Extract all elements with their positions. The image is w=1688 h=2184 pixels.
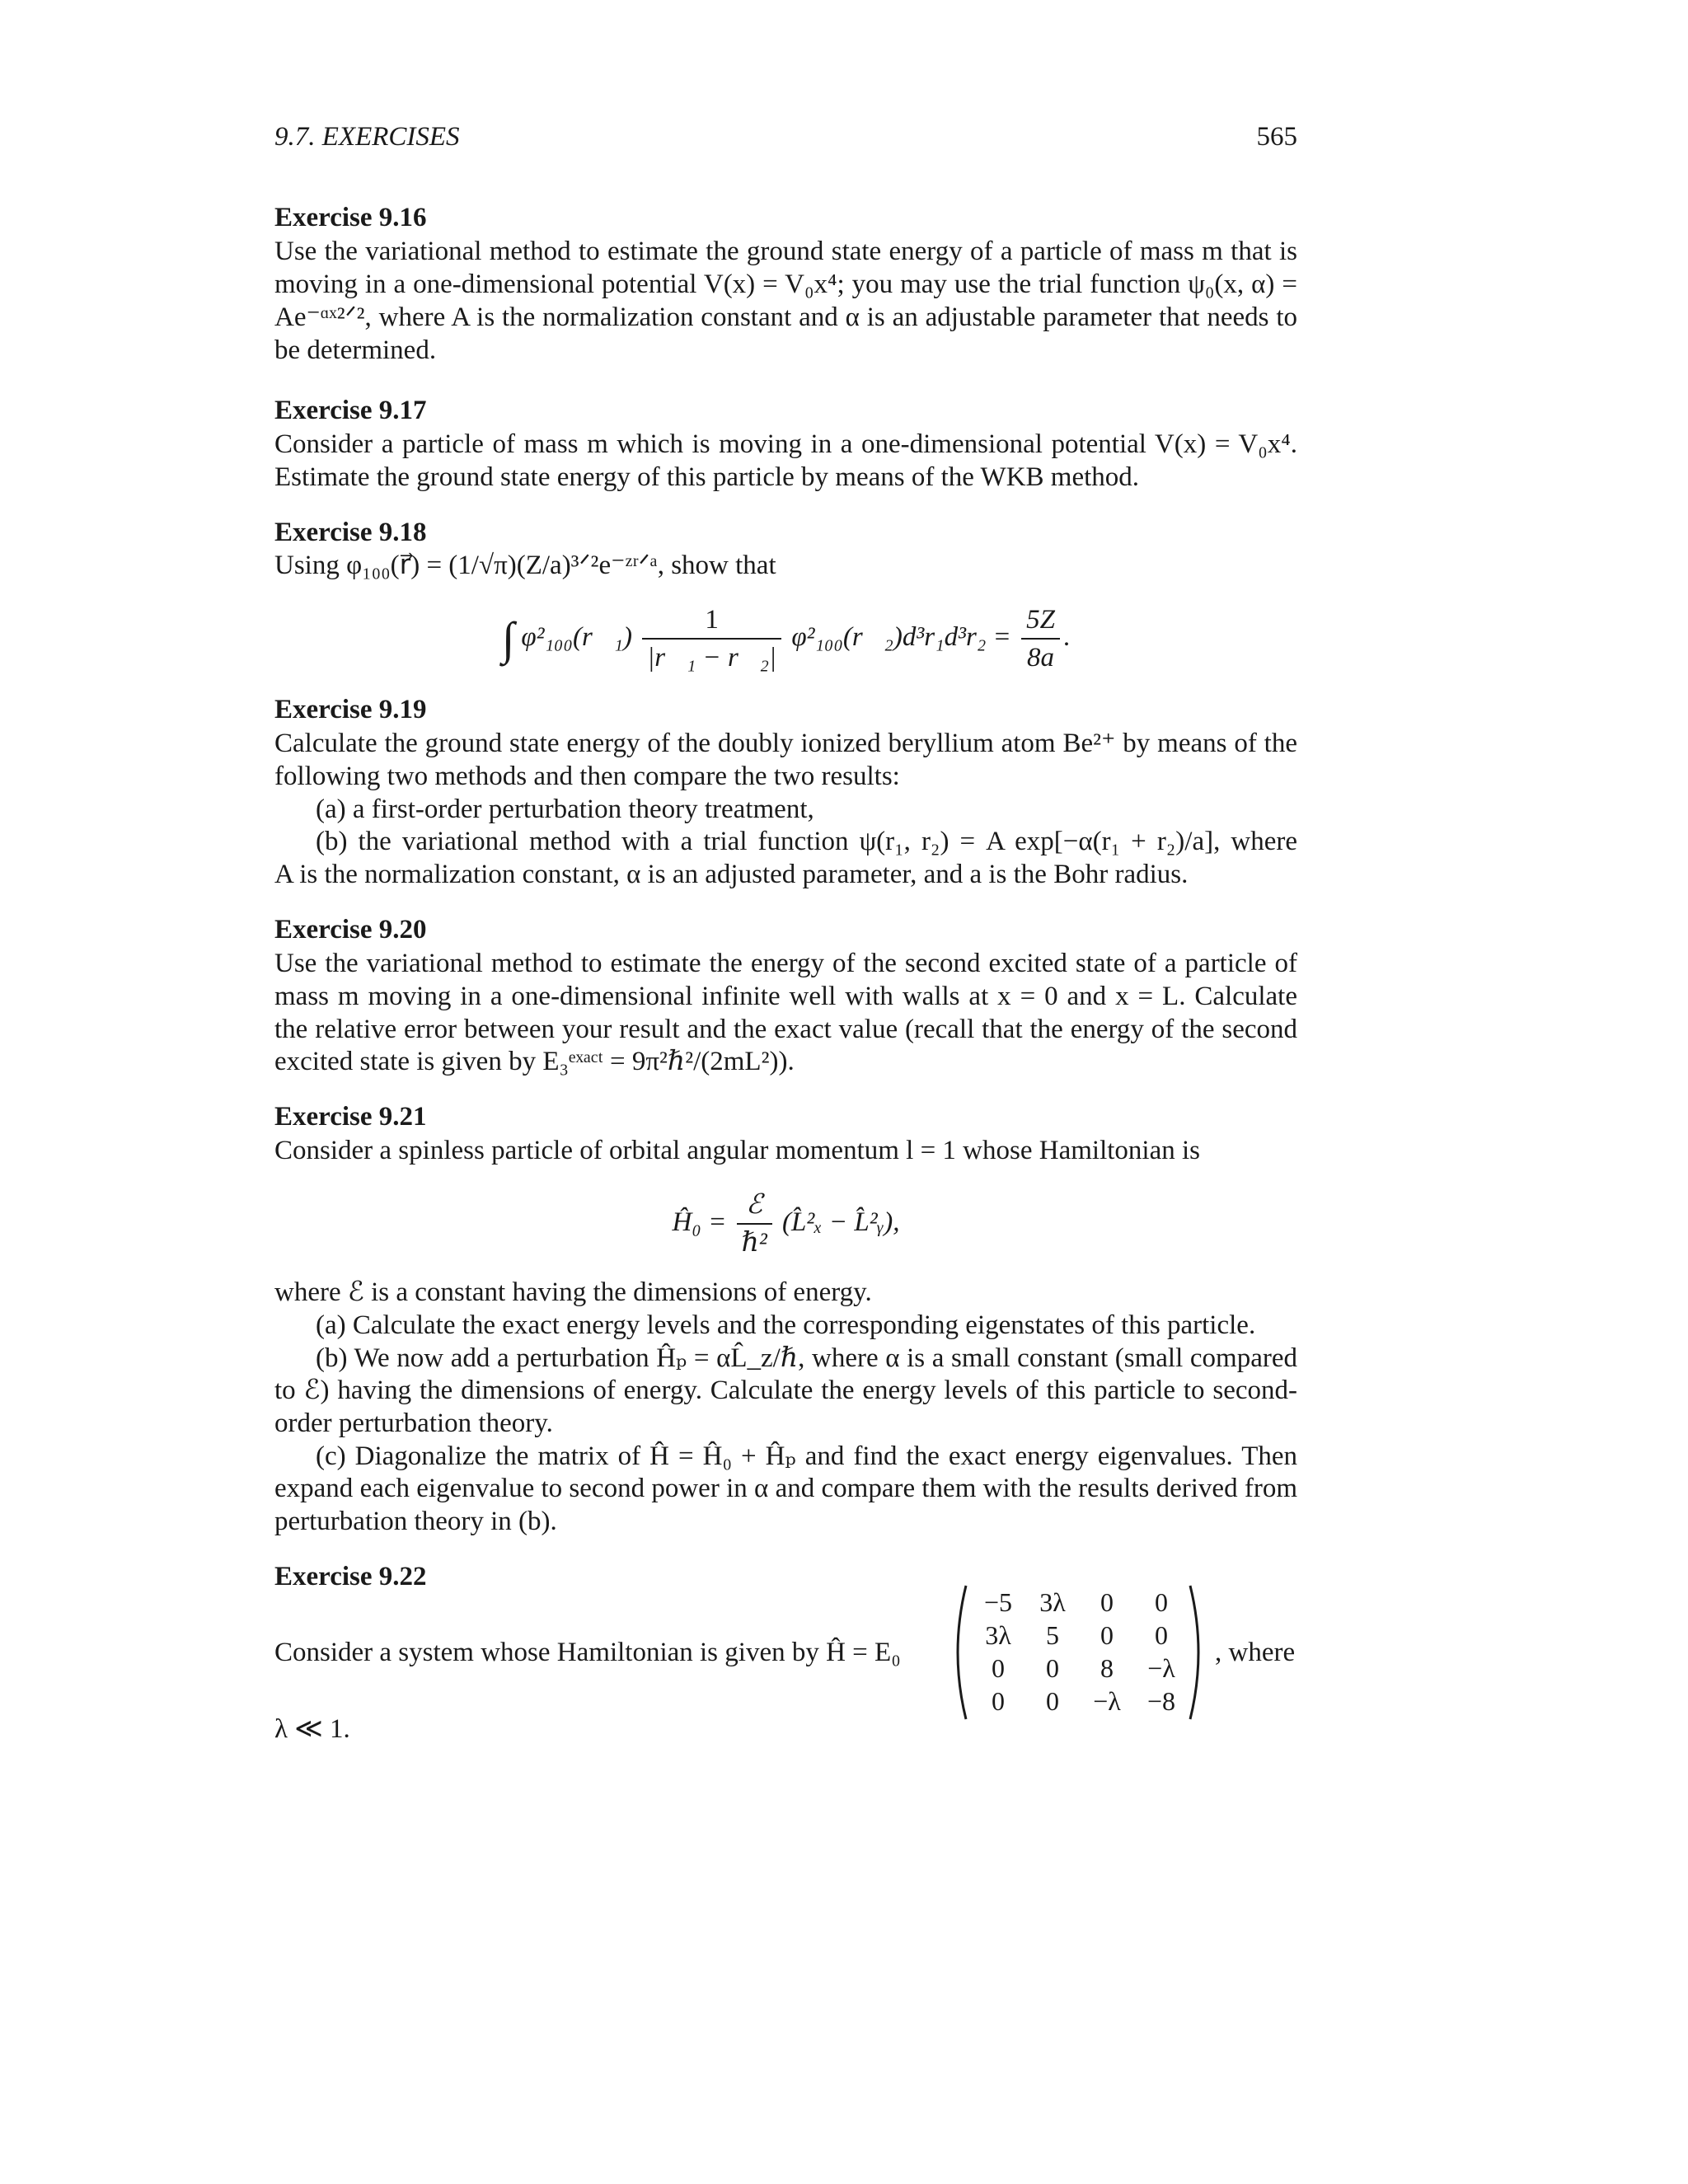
hamiltonian-matrix <box>946 1582 1210 1722</box>
equation-period: . <box>1062 622 1071 652</box>
matrix-cell: −λ <box>1093 1685 1121 1716</box>
matrix-cell: 8 <box>1100 1652 1114 1683</box>
equation-term: φ²₁₀₀(r⃗₁) <box>521 622 632 652</box>
text-line: Ae⁻ᵅˣ²ᐟ², where A is the normalization constant and α is an adjustable parameter that needs to <box>274 302 1297 332</box>
matrix-cell: −8 <box>1146 1685 1176 1716</box>
section-title: 9.7. EXERCISES <box>274 122 460 152</box>
matrix-lead-text: Consider a system whose Hamiltonian is given by Ĥ = E₀ <box>274 1638 901 1667</box>
fraction <box>642 603 781 674</box>
exercise-title: Exercise 9.18 <box>274 518 427 547</box>
matrix-row <box>971 1586 1189 1619</box>
text-line: perturbation theory in (b). <box>274 1507 557 1536</box>
fraction-numerator: ℰ <box>737 1188 772 1225</box>
text-line: (b) We now add a perturbation Ĥₚ = αL̂_z/ℏ, where α is a small constant (small compared <box>316 1343 1297 1373</box>
matrix-row <box>971 1652 1189 1685</box>
matrix-cell: −5 <box>983 1586 1013 1617</box>
text-line: Calculate the ground state energy of the doubly ionized beryllium atom Be²⁺ by means of the <box>274 729 1297 758</box>
text-line: to ℰ) having the dimensions of energy. Calculate the energy levels of this particle to second- <box>274 1376 1297 1405</box>
matrix-cell: 0 <box>1046 1652 1059 1683</box>
text-line: (a) Calculate the exact energy levels and the corresponding eigenstates of this particle. <box>316 1310 1256 1340</box>
fraction-denominator: 8a <box>1026 643 1054 673</box>
text-line: the relative error between your result and the exact value (recall that the energy of the second <box>274 1015 1297 1044</box>
fraction <box>737 1188 772 1259</box>
matrix-cell: 0 <box>1100 1586 1114 1617</box>
fraction-denominator: |r⃗₁ − r⃗₂| <box>647 643 777 673</box>
text-line: λ ≪ 1. <box>274 1714 350 1744</box>
text-line: where ℰ is a constant having the dimensions of energy. <box>274 1277 872 1307</box>
exercise-title: Exercise 9.19 <box>274 695 427 724</box>
text-line: Using φ₁₀₀(r⃗) = (1/√π)(Z/a)³ᐟ²e⁻ᶻʳᐟᵃ, show that <box>274 551 776 580</box>
text-line: Consider a particle of mass m which is moving in a one-dimensional potential V(x) = V₀x⁴. <box>274 429 1297 459</box>
integral-sign: ∫ <box>501 613 515 665</box>
exercise-title: Exercise 9.17 <box>274 396 427 425</box>
matrix-cell: 3λ <box>1039 1586 1066 1617</box>
equation-rhs: (L̂²ₓ − L̂²ᵧ), <box>782 1207 900 1237</box>
matrix-trail-text: , where <box>1215 1638 1296 1667</box>
running-head <box>274 122 1297 163</box>
matrix-cell: 0 <box>1155 1586 1168 1617</box>
display-equation <box>274 1185 1297 1259</box>
exercise-title: Exercise 9.20 <box>274 915 427 944</box>
display-equation <box>274 600 1297 674</box>
text-line: (c) Diagonalize the matrix of Ĥ = Ĥ₀ + Ĥₚ and find the exact energy eigenvalues. Then <box>316 1441 1297 1471</box>
fraction <box>1021 603 1060 674</box>
matrix-cell: 3λ <box>985 1619 1011 1650</box>
text-line: expand each eigenvalue to second power in α and compare them with the results derived from <box>274 1474 1297 1503</box>
matrix-cell: 5 <box>1046 1619 1059 1650</box>
text-line: excited state is given by E₃ᵉˣᵃᶜᵗ = 9π²ℏ²/(2mL²)). <box>274 1047 795 1076</box>
matrix-cell: −λ <box>1147 1652 1175 1683</box>
matrix-row <box>971 1619 1189 1652</box>
page-number: 565 <box>1256 122 1297 152</box>
text-line: order perturbation theory. <box>274 1408 553 1438</box>
text-line: Estimate the ground state energy of this particle by means of the WKB method. <box>274 462 1140 492</box>
text-line: be determined. <box>274 335 437 365</box>
right-paren <box>1185 1582 1210 1722</box>
fraction-numerator: 1 <box>642 603 781 640</box>
text-line: Consider a spinless particle of orbital angular momentum l = 1 whose Hamiltonian is <box>274 1136 1200 1165</box>
matrix-cell: 0 <box>1155 1619 1168 1650</box>
text-line: moving in a one-dimensional potential V(x) = V₀x⁴; you may use the trial function ψ₀(x, α) = <box>274 269 1297 299</box>
equation-lhs: Ĥ₀ = <box>672 1207 727 1237</box>
equation-term: φ²₁₀₀(r⃗₂)d³r₁d³r₂ = <box>791 622 1011 652</box>
fraction-denominator: ℏ² <box>741 1228 767 1258</box>
matrix-cell: 0 <box>992 1652 1005 1683</box>
text-line: (a) a first-order perturbation theory treatment, <box>316 794 814 824</box>
text-line: (b) the variational method with a trial function ψ(r₁, r₂) = A exp[−α(r₁ + r₂)/a], where <box>316 827 1297 856</box>
text-line: Use the variational method to estimate the ground state energy of a particle of mass m that is <box>274 237 1297 266</box>
matrix-cell: 0 <box>992 1685 1005 1716</box>
matrix-cell: 0 <box>1046 1685 1059 1716</box>
left-paren <box>946 1582 971 1722</box>
exercise-title: Exercise 9.22 <box>274 1562 427 1591</box>
exercise-title: Exercise 9.16 <box>274 203 427 232</box>
exercise-title: Exercise 9.21 <box>274 1102 427 1132</box>
matrix-cell: 0 <box>1100 1619 1114 1650</box>
matrix-table <box>971 1586 1189 1718</box>
fraction-numerator: 5Z <box>1021 603 1060 640</box>
text-line: Use the variational method to estimate the energy of the second excited state of a particle of <box>274 949 1297 978</box>
text-line: mass m moving in a one-dimensional infinite well with walls at x = 0 and x = L. Calculate <box>274 982 1297 1011</box>
text-line: A is the normalization constant, α is an adjusted parameter, and a is the Bohr radius. <box>274 860 1189 889</box>
text-line: following two methods and then compare the two results: <box>274 762 900 791</box>
